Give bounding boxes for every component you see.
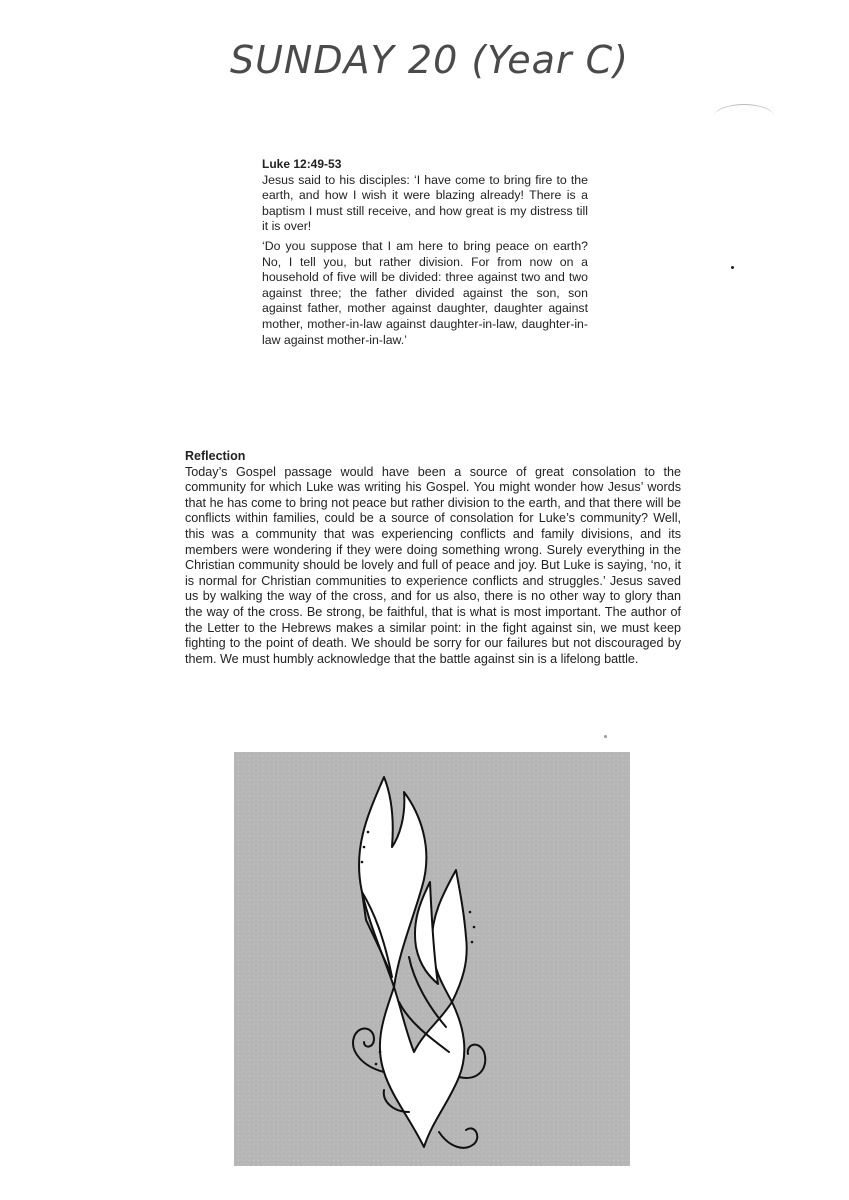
- gospel-paragraph: ‘Do you suppose that I am here to bring peace on earth? No, I tell you, but rather division. For from now on a household of five will be divided: three against two and two against three; the father divided against the son, son against father, mother against daughter, daughter against mother, mother-in-law against daughter-in-law, daughter-in-law against mother-in-law.’: [262, 238, 588, 347]
- reflection-body: Today’s Gospel passage would have been a source of great consolation to the community for which Luke was writing his Gospel. You might wonder how Jesus’ words that he has come to bring not peace but rather division to the earth, and that there will be conflicts within families, could be a source of consolation for Luke’s community? Well, this was a community that was experiencing conflicts and family divisions, and its members were wondering if they were doing something wrong. Surely everything in the Christian community should be lovely and full of peace and joy. But Luke is saying, ‘no, it is normal for Christian communities to experience conflicts and struggles.’ Jesus saved us by walking the way of the cross, and for us also, there is no other way to glory than the way of the cross. Be strong, be faithful, that is what is most important. The author of the Letter to the Hebrews makes a similar point: in the fight against sin, we must keep fighting to the point of death. We should be sorry for our failures but not discouraged by them. We must humbly acknowledge that the battle against sin is a lifelong battle.: [185, 464, 681, 666]
- scan-mark: [714, 104, 774, 129]
- gospel-passage: [262, 157, 588, 352]
- scripture-reference: Luke 12:49-53: [262, 157, 342, 171]
- page-title: SUNDAY 20 (Year C): [230, 38, 629, 82]
- gospel-paragraph: Jesus said to his disciples: ‘I have come to bring fire to the earth, and how I wish it were blazing already! There is a baptism I must still receive, and how great is my distress till it is over!: [262, 172, 588, 234]
- scan-speck: [604, 735, 607, 738]
- scan-speck: [731, 266, 734, 269]
- flame-illustration: [234, 752, 630, 1166]
- reflection-section: [185, 449, 681, 667]
- flame-icon: [234, 752, 630, 1166]
- reflection-heading: Reflection: [185, 449, 246, 463]
